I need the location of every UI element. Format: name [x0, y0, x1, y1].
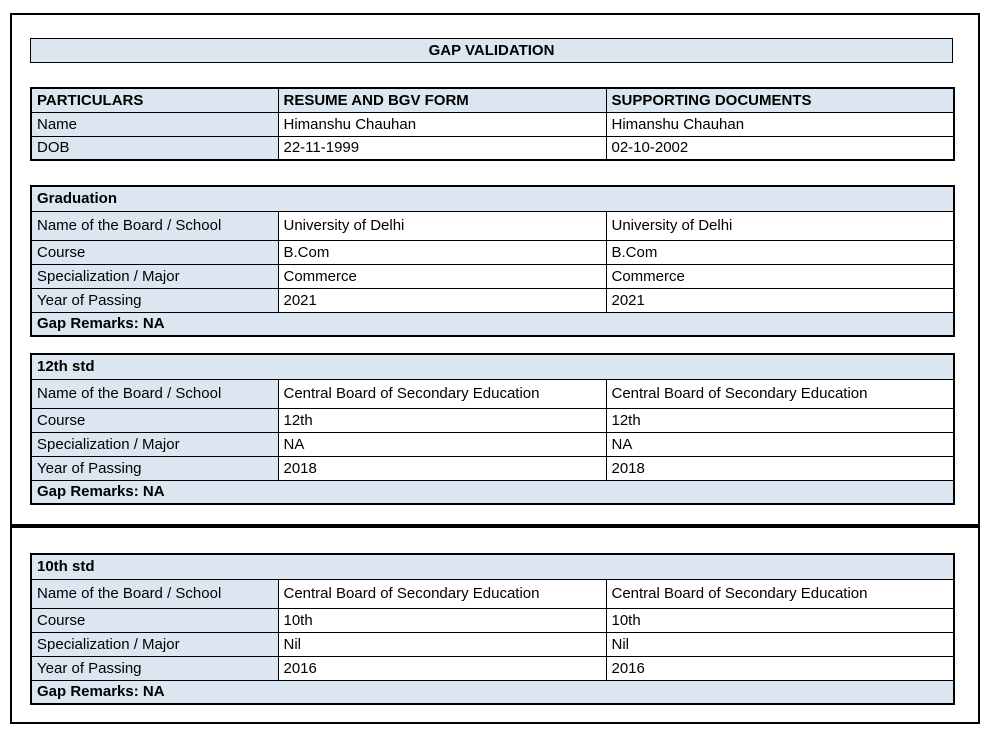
- gap-remarks: Gap Remarks: NA: [31, 680, 954, 704]
- row-label: Name: [31, 112, 278, 136]
- row-label: Year of Passing: [31, 288, 278, 312]
- resume-value: 22-11-1999: [278, 136, 606, 160]
- supporting-value: 12th: [606, 408, 954, 432]
- section-header-row: [31, 186, 954, 211]
- supporting-value: University of Delhi: [606, 211, 954, 240]
- header-particulars: PARTICULARS: [31, 88, 278, 112]
- row-label: Specialization / Major: [31, 264, 278, 288]
- section-header-row: [31, 354, 954, 379]
- gap-remarks-row: [31, 480, 954, 504]
- row-label: Specialization / Major: [31, 432, 278, 456]
- table-row: [31, 211, 954, 240]
- section-table-graduation: [30, 185, 955, 337]
- table-row: [31, 240, 954, 264]
- resume-value: 2016: [278, 656, 606, 680]
- document-title: GAP VALIDATION: [428, 42, 555, 59]
- table-header-row: [31, 88, 954, 112]
- page-2: [10, 526, 980, 724]
- resume-value: 12th: [278, 408, 606, 432]
- supporting-value: 2021: [606, 288, 954, 312]
- row-label: Name of the Board / School: [31, 579, 278, 608]
- table-row: [31, 608, 954, 632]
- table-row: [31, 656, 954, 680]
- personal-details-table: [30, 87, 955, 161]
- resume-value: Commerce: [278, 264, 606, 288]
- supporting-value: B.Com: [606, 240, 954, 264]
- row-label: Course: [31, 240, 278, 264]
- resume-value: Central Board of Secondary Education: [278, 579, 606, 608]
- table-row: [31, 408, 954, 432]
- supporting-value: 2018: [606, 456, 954, 480]
- table-row: [31, 432, 954, 456]
- row-label: Course: [31, 608, 278, 632]
- supporting-value: 02-10-2002: [606, 136, 954, 160]
- resume-value: Central Board of Secondary Education: [278, 379, 606, 408]
- resume-value: NA: [278, 432, 606, 456]
- row-label: DOB: [31, 136, 278, 160]
- row-label: Specialization / Major: [31, 632, 278, 656]
- row-label: Year of Passing: [31, 656, 278, 680]
- table-row: [31, 632, 954, 656]
- resume-value: 2021: [278, 288, 606, 312]
- row-label: Course: [31, 408, 278, 432]
- supporting-value: 10th: [606, 608, 954, 632]
- table-row: [31, 456, 954, 480]
- row-label: Year of Passing: [31, 456, 278, 480]
- supporting-value: Central Board of Secondary Education: [606, 579, 954, 608]
- resume-value: Nil: [278, 632, 606, 656]
- header-supporting-documents: SUPPORTING DOCUMENTS: [606, 88, 954, 112]
- table-row: [31, 136, 954, 160]
- supporting-value: Nil: [606, 632, 954, 656]
- supporting-value: Himanshu Chauhan: [606, 112, 954, 136]
- table-row: [31, 288, 954, 312]
- supporting-value: Central Board of Secondary Education: [606, 379, 954, 408]
- table-row: [31, 379, 954, 408]
- page-1: [10, 13, 980, 526]
- section-title: 10th std: [31, 554, 954, 579]
- header-resume-and-bgv-form: RESUME AND BGV FORM: [278, 88, 606, 112]
- section-header-row: [31, 554, 954, 579]
- section-table-10th-std: [30, 553, 955, 705]
- resume-value: University of Delhi: [278, 211, 606, 240]
- resume-value: 10th: [278, 608, 606, 632]
- table-row: [31, 579, 954, 608]
- table-row: [31, 264, 954, 288]
- row-label: Name of the Board / School: [31, 211, 278, 240]
- resume-value: 2018: [278, 456, 606, 480]
- resume-value: Himanshu Chauhan: [278, 112, 606, 136]
- supporting-value: Commerce: [606, 264, 954, 288]
- row-label: Name of the Board / School: [31, 379, 278, 408]
- supporting-value: 2016: [606, 656, 954, 680]
- gap-remarks: Gap Remarks: NA: [31, 480, 954, 504]
- section-title: Graduation: [31, 186, 954, 211]
- document-title-bar: [30, 38, 953, 63]
- resume-value: B.Com: [278, 240, 606, 264]
- gap-remarks: Gap Remarks: NA: [31, 312, 954, 336]
- gap-remarks-row: [31, 680, 954, 704]
- section-table-12th-std: [30, 353, 955, 505]
- table-row: [31, 112, 954, 136]
- gap-remarks-row: [31, 312, 954, 336]
- supporting-value: NA: [606, 432, 954, 456]
- section-title: 12th std: [31, 354, 954, 379]
